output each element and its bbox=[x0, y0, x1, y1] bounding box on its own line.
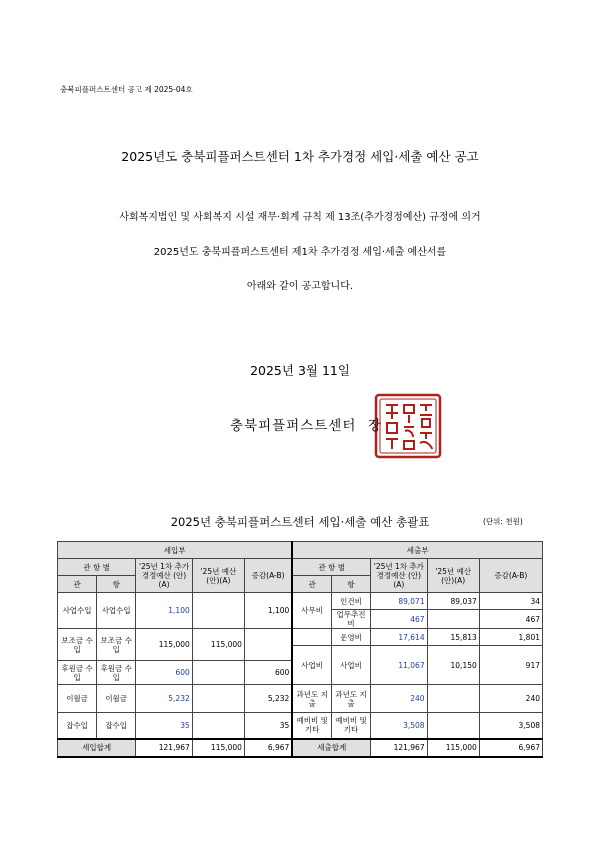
table-cell: 89,037 bbox=[427, 593, 479, 610]
table-cell: 10,150 bbox=[427, 646, 479, 685]
official-seal-stamp bbox=[374, 393, 442, 459]
body-line-3: 아래와 같이 공고합니다. bbox=[246, 281, 354, 292]
table-cell: 과년도 지출 bbox=[331, 685, 370, 713]
table-cell bbox=[292, 629, 331, 646]
table-cell: 600 bbox=[136, 661, 193, 685]
table-cell: 운영비 bbox=[331, 629, 370, 646]
expense-diff-header: 증감(A-B) bbox=[479, 559, 542, 593]
organization-head-suffix: 장 bbox=[368, 418, 382, 434]
table-cell: 3,508 bbox=[371, 713, 428, 739]
revenue-section-header: 세입부 bbox=[58, 542, 293, 559]
table-title: 2025년 충북피플퍼스트센터 세입·세출 예산 총괄표 bbox=[170, 515, 430, 529]
organization-name: 충북피플퍼스트센터 bbox=[230, 418, 357, 434]
table-cell: 240 bbox=[479, 685, 542, 713]
expense-total-label: 세출합계 bbox=[292, 739, 370, 757]
table-cell: 보조금 수입 bbox=[58, 629, 97, 661]
table-cell: 115,000 bbox=[136, 629, 193, 661]
table-cell: 잡수입 bbox=[58, 713, 97, 739]
table-cell: 사업비 bbox=[292, 646, 331, 685]
announcement-date: 2025년 3월 11일 bbox=[250, 363, 350, 378]
table-cell: 예비비 및 기타 bbox=[292, 713, 331, 739]
table-cell: 15,813 bbox=[427, 629, 479, 646]
expense-total-supp: 121,967 bbox=[371, 739, 428, 757]
table-cell bbox=[192, 713, 244, 739]
revenue-total-supp: 121,967 bbox=[136, 739, 193, 757]
table-cell: 과년도 지출 bbox=[292, 685, 331, 713]
table-cell bbox=[244, 629, 292, 661]
revenue-total-label: 세입합계 bbox=[58, 739, 136, 757]
table-cell: 사업수입 bbox=[58, 593, 97, 629]
revenue-hang-header: 항 bbox=[97, 576, 136, 593]
table-cell: 후원금 수입 bbox=[97, 661, 136, 685]
table-cell: 115,000 bbox=[192, 629, 244, 661]
revenue-total-orig: 115,000 bbox=[192, 739, 244, 757]
body-line-1: 사회복지법인 및 사회복지 시설 재무·회계 규칙 제 13조(추가경정예산) 규정에 의거 bbox=[119, 212, 481, 223]
table-cell: 467 bbox=[479, 610, 542, 629]
table-cell: 5,232 bbox=[136, 685, 193, 713]
expense-category-header: 관 항 별 bbox=[292, 559, 370, 576]
table-cell bbox=[427, 713, 479, 739]
table-cell: 사업수입 bbox=[97, 593, 136, 629]
body-line-2: 2025년도 충북피플퍼스트센터 제1차 추가경정 세입·세출 예산서를 bbox=[153, 247, 447, 258]
table-cell: 잡수입 bbox=[97, 713, 136, 739]
revenue-supp-budget-header: '25년 1차 추가경정예산 (안)(A) bbox=[136, 559, 193, 593]
table-cell bbox=[427, 685, 479, 713]
table-cell: 5,232 bbox=[244, 685, 292, 713]
table-cell: 이월금 bbox=[58, 685, 97, 713]
table-cell: 89,071 bbox=[371, 593, 428, 610]
table-cell: 사업비 bbox=[331, 646, 370, 685]
unit-label: (단위: 천원) bbox=[483, 517, 523, 526]
table-cell: 34 bbox=[479, 593, 542, 610]
document-number: 충북피플퍼스트센터 공고 제 2025-04호 bbox=[60, 85, 193, 94]
revenue-total-diff: 6,967 bbox=[244, 739, 292, 757]
table-cell: 이월금 bbox=[97, 685, 136, 713]
expense-orig-budget-header: '25년 예산(안)(A) bbox=[427, 559, 479, 593]
expense-total-diff: 6,967 bbox=[479, 739, 542, 757]
revenue-category-header: 관 항 별 bbox=[58, 559, 136, 576]
table-cell: 업무추진비 bbox=[331, 610, 370, 629]
expense-gwan-header: 관 bbox=[292, 576, 331, 593]
table-cell: 917 bbox=[479, 646, 542, 685]
expense-section-header: 세출부 bbox=[292, 542, 542, 559]
table-cell: 240 bbox=[371, 685, 428, 713]
revenue-diff-header: 증감(A-B) bbox=[244, 559, 292, 593]
expense-supp-budget-header: '25년 1차 추가경정예산 (안)(A) bbox=[371, 559, 428, 593]
table-cell: 467 bbox=[371, 610, 428, 629]
table-cell bbox=[192, 685, 244, 713]
table-cell: 600 bbox=[244, 661, 292, 685]
expense-hang-header: 항 bbox=[331, 576, 370, 593]
table-cell bbox=[427, 610, 479, 629]
table-cell: 보조금 수입 bbox=[97, 629, 136, 661]
revenue-gwan-header: 관 bbox=[58, 576, 97, 593]
table-cell: 11,067 bbox=[371, 646, 428, 685]
table-cell: 1,100 bbox=[244, 593, 292, 629]
budget-summary-table bbox=[57, 541, 543, 758]
table-cell: 3,508 bbox=[479, 713, 542, 739]
table-cell: 35 bbox=[136, 713, 193, 739]
expense-total-orig: 115,000 bbox=[427, 739, 479, 757]
table-cell: 35 bbox=[244, 713, 292, 739]
announcement-title: 2025년도 충북피플퍼스트센터 1차 추가경정 세입·세출 예산 공고 bbox=[121, 149, 479, 164]
table-cell: 후원금 수입 bbox=[58, 661, 97, 685]
table-cell: 1,100 bbox=[136, 593, 193, 629]
table-cell bbox=[192, 661, 244, 685]
table-cell: 예비비 및 기타 bbox=[331, 713, 370, 739]
table-cell: 사무비 bbox=[292, 593, 331, 629]
table-cell bbox=[192, 593, 244, 629]
table-cell: 인건비 bbox=[331, 593, 370, 610]
table-cell: 1,801 bbox=[479, 629, 542, 646]
table-cell: 17,614 bbox=[371, 629, 428, 646]
revenue-orig-budget-header: '25년 예산(안)(A) bbox=[192, 559, 244, 593]
